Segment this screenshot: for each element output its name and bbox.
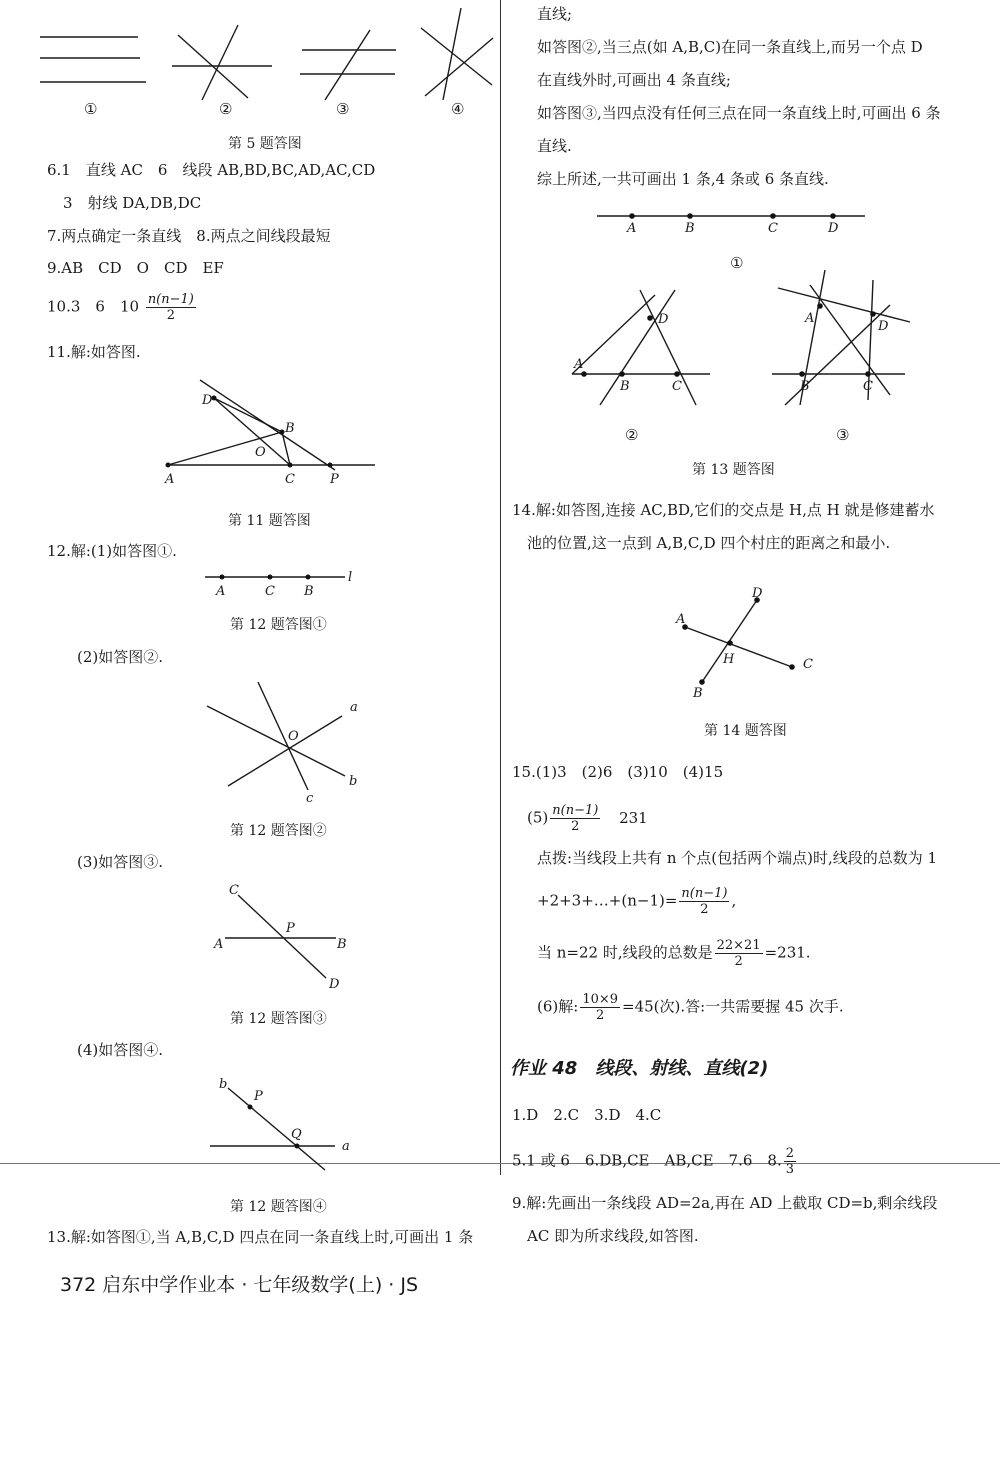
fig13c-number: ③ [836, 426, 850, 444]
fig12a-label-b: B [304, 584, 314, 599]
answer-13-cont-3: 在直线外时,可画出 4 条直线; [537, 71, 731, 89]
fig11-label-c: C [285, 472, 295, 487]
answer-48-5-8-text: 5.1 或 6 6.DB,CE AB,CE 7.6 8. [512, 1151, 782, 1170]
fig12b-label-c: c [306, 791, 314, 806]
answer-15-5 [527, 803, 648, 834]
figure-12-4 [0, 1068, 500, 1188]
fig13a-number: ① [730, 254, 744, 272]
fig5-label-1: ① [84, 100, 98, 118]
tip-line-3-end: =231. [764, 943, 811, 962]
figure-12-2 [0, 678, 500, 808]
answer-48-1-4: 1.D 2.C 3.D 4.C [512, 1106, 662, 1124]
fig13c-label-b: B [800, 379, 810, 394]
answer-12-1: 12.解:(1)如答图①. [47, 542, 177, 560]
fig13c-label-c: C [863, 379, 873, 394]
answer-13-cont-1: 直线; [537, 5, 573, 23]
fig12a-label-a: A [216, 584, 226, 599]
figure-14 [500, 585, 1000, 705]
tip-line-2 [537, 886, 736, 917]
fig13a-label-d: D [828, 221, 839, 236]
answer-15-5-fraction: $\frac{n(n-1)}{2}$ [552, 803, 599, 834]
answer-14a: 14.解:如答图,连接 AC,BD,它们的交点是 H,点 H 就是修建蓄水 [512, 501, 935, 519]
fig13-caption: 第 13 题答图 [692, 462, 775, 478]
fig12c-label-b: B [337, 937, 347, 952]
fig13b-label-c: C [672, 379, 682, 394]
answer-13-summary: 综上所述,一共可画出 1 条,4 条或 6 条直线. [537, 170, 829, 188]
answer-15-1-4: 15.(1)3 (2)6 (3)10 (4)15 [512, 763, 724, 781]
fig12b-label-a: a [350, 700, 358, 715]
tip-line-1: 点拨:当线段上共有 n 个点(包括两个端点)时,线段的总数为 1 [537, 849, 938, 867]
fig12c-label-a: A [214, 937, 224, 952]
fig12d-label-b: b [219, 1077, 228, 1092]
tip-line-2-text: +2+3+…+(n−1)= [537, 891, 678, 910]
fig5-label-4: ④ [451, 100, 465, 118]
section-heading: 作业 48 线段、射线、直线(2) [510, 1058, 769, 1079]
fig11-label-a: A [165, 472, 175, 487]
fig5-caption: 第 5 题答图 [228, 136, 302, 152]
fig12b-label-b: b [349, 774, 358, 789]
fig13b-label-d: D [658, 312, 669, 327]
fig5-label-3: ③ [336, 100, 350, 118]
fig14-caption: 第 14 题答图 [704, 723, 787, 739]
answer-12-2: (2)如答图②. [77, 648, 164, 666]
fig5-label-2: ② [219, 100, 233, 118]
fig12b-caption: 第 12 题答图② [230, 823, 327, 839]
fig11-caption: 第 11 题答图 [228, 513, 311, 529]
answer-13-cont-2: 如答图②,当三点(如 A,B,C)在同一条直线上,而另一个点 D [537, 38, 923, 56]
tip-line-3 [537, 938, 811, 969]
fig12d-label-p: P [254, 1089, 263, 1104]
fig13a-label-b: B [685, 221, 695, 236]
fig13a-label-c: C [768, 221, 778, 236]
fig14-label-c: C [803, 657, 813, 672]
fig13c-label-a: A [805, 311, 815, 326]
fig11-label-p: P [330, 472, 339, 487]
fig14-label-a: A [676, 612, 686, 627]
answer-15-5-value: 231 [619, 808, 648, 827]
fig12c-label-p: P [286, 921, 295, 936]
answer-13-cont-5: 直线. [537, 137, 572, 155]
fig13b-number: ② [625, 426, 639, 444]
tip-line-3-text: 当 n=22 时,线段的总数是 [537, 943, 713, 962]
fig12a-caption: 第 12 题答图① [230, 617, 327, 633]
fig14-label-b: B [693, 686, 703, 701]
fig14-label-h: H [723, 652, 735, 667]
figure-13 [500, 200, 1000, 480]
fig14-label-d: D [752, 586, 763, 601]
answer-10-fraction: $\frac{n(n-1)}{2}$ [147, 292, 194, 323]
answer-15-5-prefix: (5) [527, 808, 549, 827]
fig12c-label-c: C [229, 883, 239, 898]
answer-10-text: 10.3 6 10 [47, 297, 140, 316]
fig12d-label-a: a [342, 1139, 350, 1154]
figure-12-3 [0, 880, 500, 1000]
fig13c-label-d: D [878, 319, 889, 334]
answer-12-4: (4)如答图④. [77, 1041, 164, 1059]
answer-15-6-prefix: (6)解: [537, 997, 579, 1016]
fig11-label-d: D [202, 393, 213, 408]
answer-6b: 3 射线 DA,DB,DC [63, 194, 202, 212]
page-footer: 372 启东中学作业本 · 七年级数学(上) · JS [60, 1274, 419, 1296]
fig12d-label-q: Q [291, 1127, 302, 1142]
answer-15-6-fraction: $\frac{10\times 9}{2}$ [582, 992, 619, 1023]
answer-48-9b: AC 即为所求线段,如答图. [527, 1227, 699, 1245]
figure-12-1 [0, 565, 500, 605]
answer-14b: 池的位置,这一点到 A,B,C,D 四个村庄的距离之和最小. [527, 534, 891, 552]
fig13a-label-a: A [627, 221, 637, 236]
answer-48-5-8 [512, 1146, 798, 1177]
fig13b-label-a: A [574, 357, 584, 372]
fig12a-label-c: C [265, 584, 275, 599]
answer-15-6-text: =45(次).答:一共需要握 45 次手. [622, 997, 844, 1016]
answer-6a: 6.1 直线 AC 6 线段 AB,BD,BC,AD,AC,CD [47, 161, 376, 179]
fig12d-caption: 第 12 题答图④ [230, 1199, 327, 1215]
answer-48-9a: 9.解:先画出一条线段 AD=2a,再在 AD 上截取 CD=b,剩余线段 [512, 1194, 938, 1212]
answer-12-3: (3)如答图③. [77, 853, 164, 871]
answer-13-cont-4: 如答图③,当四点没有任何三点在同一条直线上时,可画出 6 条 [537, 104, 941, 122]
fig12c-label-d: D [329, 977, 340, 992]
answer-9: 9.AB CD O CD EF [47, 259, 224, 277]
tip-line-2-fraction: $\frac{n(n-1)}{2}$ [681, 886, 728, 917]
answer-11: 11.解:如答图. [47, 343, 141, 361]
answer-48-8-fraction: $\frac{2}{3}$ [785, 1146, 794, 1177]
tip-line-2-end: , [731, 891, 737, 910]
fig11-label-o: O [255, 445, 266, 460]
fig12c-caption: 第 12 题答图③ [230, 1011, 327, 1027]
fig11-label-b: B [285, 421, 295, 436]
figure-11 [0, 370, 500, 500]
answer-10 [47, 292, 198, 323]
answer-13-start: 13.解:如答图①,当 A,B,C,D 四点在同一条直线上时,可画出 1 条 [47, 1228, 474, 1246]
figure-5 [0, 0, 500, 130]
fig12a-label-l: l [348, 570, 353, 585]
answer-15-6 [537, 992, 844, 1023]
fig12b-label-o: O [288, 729, 299, 744]
tip-line-3-fraction: $\frac{22\times 21}{2}$ [716, 938, 761, 969]
fig13b-label-b: B [620, 379, 630, 394]
answer-7-8: 7.两点确定一条直线 8.两点之间线段最短 [47, 227, 331, 245]
